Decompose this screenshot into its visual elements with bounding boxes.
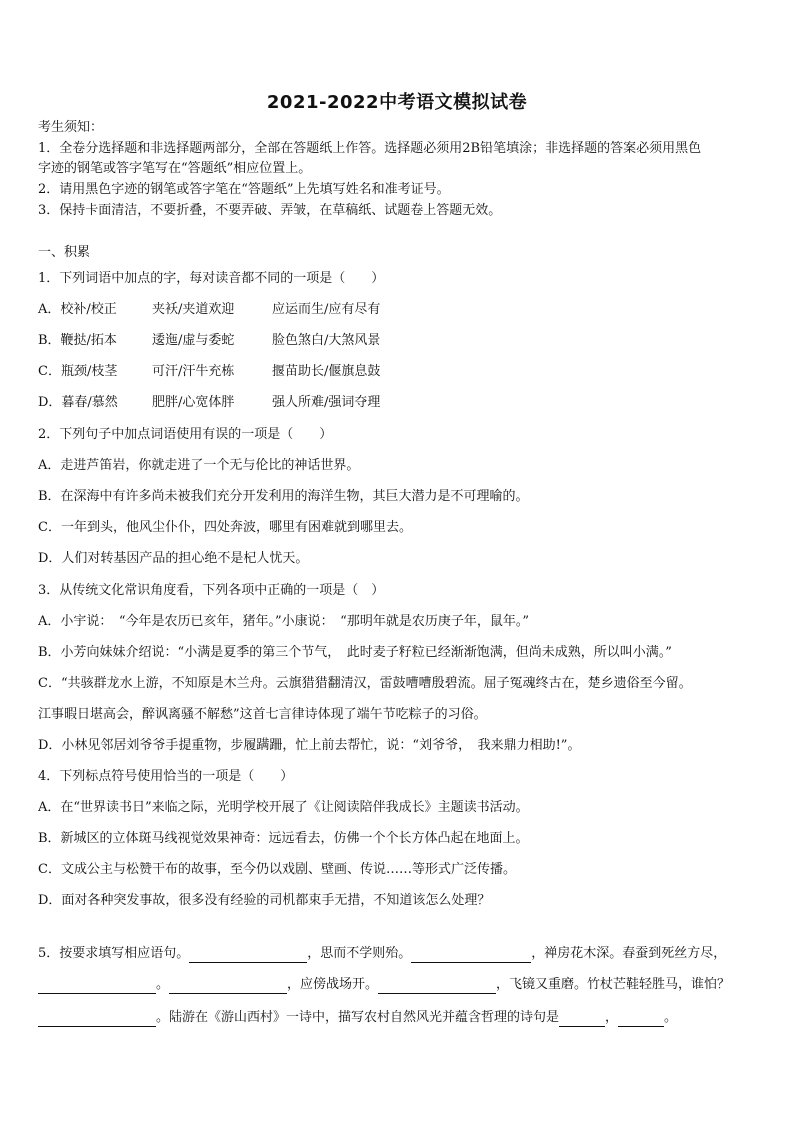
option-part: B．鞭挞/拓本	[38, 333, 117, 348]
q5-text: ，应傍战场开。	[287, 977, 379, 992]
question-1-option-c	[38, 363, 380, 381]
exam-title: 2021-2022中考语文模拟试卷	[266, 92, 528, 113]
q5-text: 。	[156, 977, 170, 992]
option-part: 强人所难/强词夺理	[272, 395, 381, 410]
q5-text: ，禅房花木深。春蚕到死丝方尽，	[531, 946, 727, 961]
option-part: 逶迤/虚与委蛇	[152, 333, 235, 348]
question-1-option-a	[38, 301, 380, 319]
option-part: 可汗/汗牛充栋	[152, 364, 235, 379]
q5-text: 5．按要求填写相应语句。	[38, 946, 190, 961]
question-5-line-3	[38, 1009, 758, 1027]
question-4-option-b: B．新城区的立体斑马线视觉效果神奇：远远看去，仿佛一个个长方体凸起在地面上。	[38, 831, 529, 846]
question-4-stem: 4．下列标点符号使用恰当的一项是（ ）	[38, 769, 294, 784]
question-5-line-1	[38, 945, 758, 963]
answer-blank[interactable]	[411, 948, 531, 963]
answer-blank[interactable]	[378, 979, 496, 994]
question-1-stem: 1．下列词语中加点的字，每对读音都不同的一项是（ ）	[38, 271, 385, 286]
option-part: C．瓶颈/枝茎	[38, 364, 118, 379]
option-part: 肥胖/心宽体胖	[152, 395, 235, 410]
question-4-option-c: C．文成公主与松赞干布的故事，至今仍以戏剧、壁画、传说……等形式广泛传播。	[38, 862, 516, 877]
q5-text: ，思而不学则殆。	[307, 946, 412, 961]
notice-heading: 考生须知：	[38, 120, 104, 135]
answer-blank[interactable]	[618, 1012, 664, 1027]
option-part: 应运而生/应有尽有	[272, 302, 381, 317]
answer-blank[interactable]	[38, 1012, 156, 1027]
notice-item-3: 3．保持卡面清洁，不要折叠，不要弄破、弄皱，在草稿纸、试题卷上答题无效。	[38, 203, 502, 218]
question-1-option-b	[38, 332, 380, 350]
question-1-option-d	[38, 394, 380, 412]
question-3-option-b: B．小芳向妹妹介绍说：“小满是夏季的第三个节气， 此时麦子籽粒已经渐渐饱满，但尚未成熟，所以叫小满。”	[38, 645, 672, 660]
question-2-option-a: A．走进芦笛岩，你就走进了一个无与伦比的神话世界。	[38, 458, 360, 473]
q5-text: ，飞镜又重磨。竹杖芒鞋轻胜马，谁怕？	[496, 977, 731, 992]
answer-blank[interactable]	[169, 979, 287, 994]
question-2-option-b: B．在深海中有许多尚未被我们充分开发利用的海洋生物，其巨大潜力是不可理喻的。	[38, 489, 529, 504]
option-part: A．校补/校正	[38, 302, 117, 317]
q5-text: ，	[605, 1010, 619, 1025]
notice-item-2: 2．请用黑色字迹的钢笔或答字笔在“答题纸”上先填写姓名和准考证号。	[38, 182, 450, 197]
q5-text: 。陆游在《游山西村》一诗中，描写农村自然风光并蕴含哲理的诗句是	[156, 1010, 560, 1025]
question-5-line-2	[38, 976, 758, 994]
question-2-option-c: C．一年到头，他风尘仆仆，四处奔波，哪里有困难就到哪里去。	[38, 520, 412, 535]
option-part: 脸色煞白/大煞风景	[272, 333, 381, 348]
option-part: 夹袄/夹道欢迎	[152, 302, 235, 317]
answer-blank[interactable]	[189, 948, 307, 963]
question-3-stem: 3．从传统文化常识角度看，下列各项中正确的一项是（ ）	[38, 583, 385, 598]
notice-item-1: 1．全卷分选择题和非选择题两部分，全部在答题纸上作答。选择题必须用2B铅笔填涂；非选择题的答案必须用黑色	[38, 141, 702, 156]
q5-text: 。	[664, 1010, 678, 1025]
answer-blank[interactable]	[38, 979, 156, 994]
question-2-stem: 2．下列句子中加点词语使用有误的一项是（ ）	[38, 427, 333, 442]
question-4-option-d: D．面对各种突发事故，很多没有经验的司机都束手无措，不知道该怎么处理？	[38, 893, 491, 908]
option-part: D．暮春/慕然	[38, 395, 118, 410]
question-2-option-d: D．人们对转基因产品的担心绝不是杞人忧天。	[38, 551, 309, 566]
question-3-option-d: D．小林见邻居刘爷爷手提重物，步履蹒跚，忙上前去帮忙，说：“刘爷爷， 我来鼎力相助!”。	[38, 738, 581, 753]
section-heading: 一、积累	[38, 245, 91, 260]
notice-item-1-cont: 字迹的钢笔或答字笔写在“答题纸”相应位置上。	[38, 161, 312, 176]
option-part: 揠苗助长/偃旗息鼓	[272, 364, 381, 379]
question-3-option-a: A．小宇说： “今年是农历已亥年，猪年。”小康说： “那明年就是农历庚子年，鼠年。”	[38, 614, 529, 629]
question-3-option-c-cont: 江事暇日堪高会，醉讽离骚不解愁”这首七言律诗体现了端午节吃粽子的习俗。	[38, 707, 487, 722]
question-4-option-a: A．在“世界读书日”来临之际，光明学校开展了《让阅读陪伴我成长》主题读书活动。	[38, 800, 529, 815]
question-3-option-c: C．“共骇群龙水上游，不知原是木兰舟。云旗猎猎翻清汉，雷鼓嘈嘈殷碧流。屈子冤魂终古在，楚乡遗俗至今留。	[38, 676, 692, 691]
answer-blank[interactable]	[559, 1012, 605, 1027]
